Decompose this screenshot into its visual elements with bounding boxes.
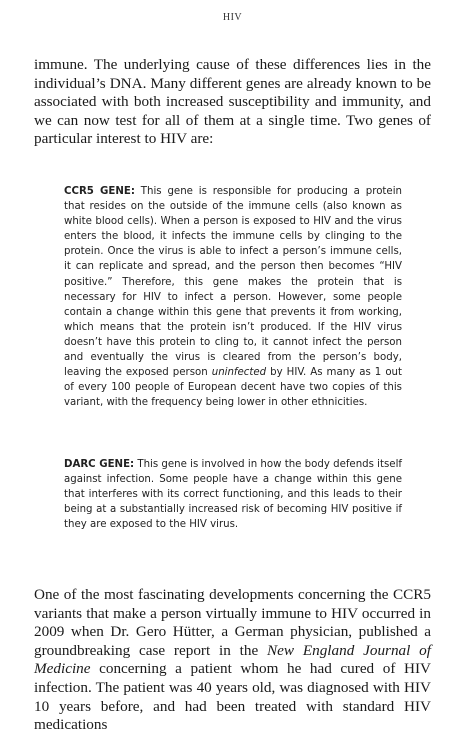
- body-paragraph-hutter: [34, 586, 431, 735]
- journal-title: New England Journal of Medicine: [34, 641, 431, 678]
- ccr5-gene-emphasis: uninfected: [211, 367, 267, 379]
- running-header: HIV: [222, 12, 243, 23]
- ccr5-gene-box: [64, 184, 402, 410]
- darc-gene-paragraph: [64, 457, 402, 532]
- ccr5-gene-text-a: This gene is responsible for producing a protein that resides on the outside of the immune cells (also known as white blood cells). When a person is exposed to HIV and the virus enters the blood, it infects the immune cells by clinging to the protein. Once the virus is able to infect a person’s immune cells, it can replicate and spread, and the person then becomes “HIV positive.” Therefore, this gene makes the protein that is necessary for HIV to infect a person. However, some people contain a change within this gene that prevents it from working, which means that the protein isn’t produced. If the HIV virus doesn’t have this protein to cling to, it cannot infect the person and eventually the virus is cleared from the person’s body, leaving the exposed person: [64, 186, 402, 379]
- body-paragraph-intro: immune. The underlying cause of these differences lies in the individual’s DNA. Many different genes are already known to be associated with both increased susceptibility and immunity, and we can now test for all of them at a single time. Two genes of particular interest to HIV are:: [34, 56, 431, 148]
- darc-gene-text: This gene is involved in how the body defends itself against infection. Some people have a change within this gene that interferes with its correct functioning, and this leads to their being at a substantially increased risk of becoming HIV positive if they are exposed to the HIV virus.: [64, 459, 402, 531]
- ccr5-gene-name: CCR5 GENE:: [64, 186, 135, 197]
- ccr5-gene-paragraph: [64, 184, 402, 410]
- hutter-text-b: concerning a patient whom he had cured of HIV infection. The patient was 40 years old, was diagnosed with HIV 10 years before, and had been treated with standard HIV medications: [34, 660, 431, 734]
- ccr5-gene-text-b: by HIV. As many as 1 out of every 100 people of European decent have two copies of this variant, with the frequency being lower in other ethnicities.: [64, 367, 403, 409]
- hutter-text-a: One of the most fascinating developments concerning the CCR5 variants that make a person virtually immune to HIV occurred in 2009 when Dr. Gero Hütter, a German physician, published a groundbreaking case report in the: [34, 586, 431, 659]
- darc-gene-name: DARC GENE:: [64, 459, 135, 470]
- darc-gene-box: [64, 457, 402, 532]
